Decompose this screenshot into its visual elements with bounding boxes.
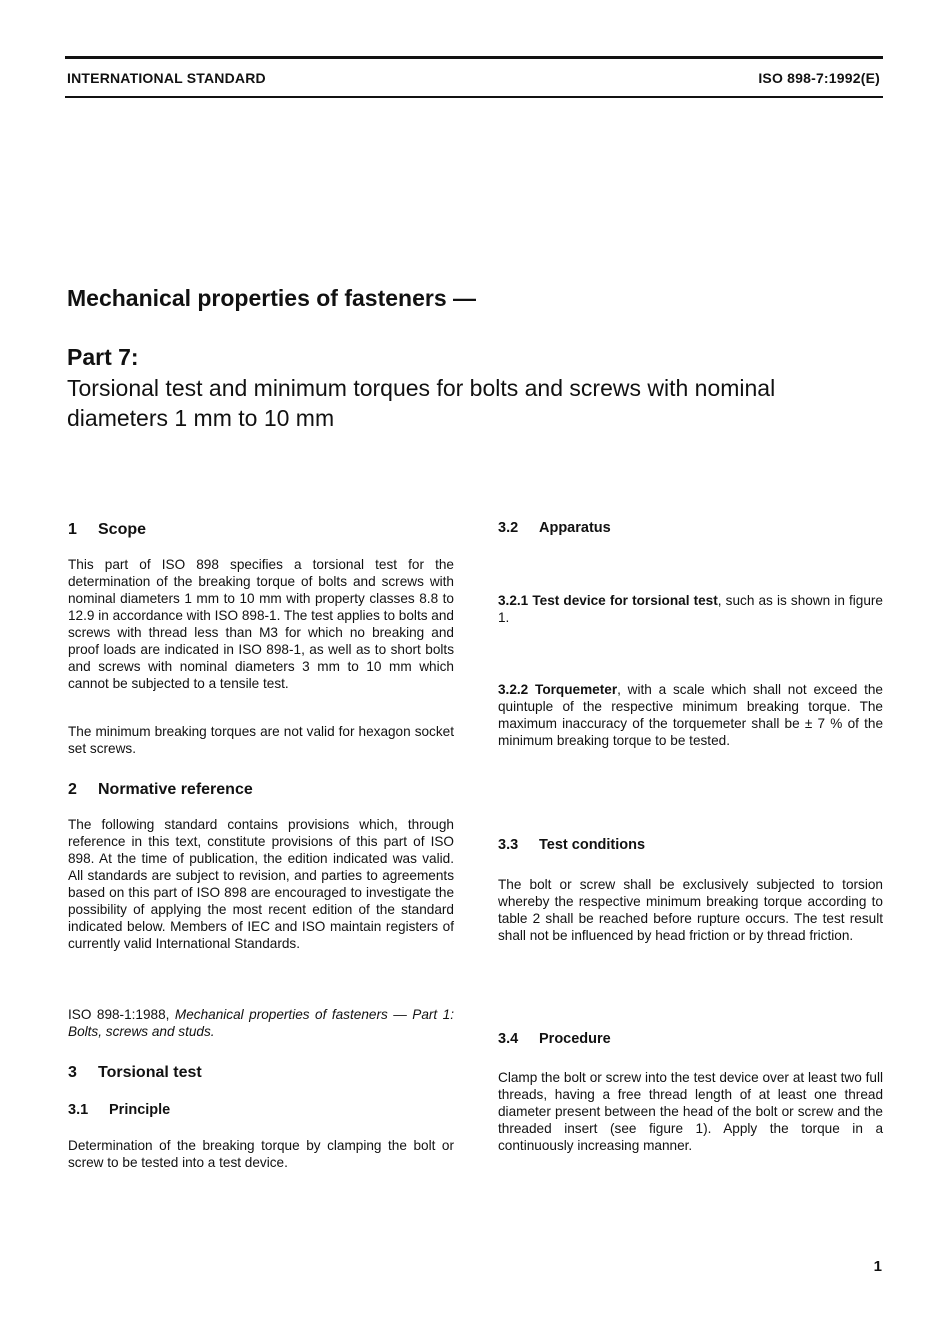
conditions-paragraph: The bolt or screw shall be exclusively subjected to torsion whereby the respective minimum breaking torque according to table 2 shall be reached before rupture occurs. The test result shall not be influenced by head friction or by thread friction. (498, 877, 883, 943)
section-number: 3.4 (498, 1031, 519, 1047)
reference-code: ISO 898-1:1988, (68, 1007, 170, 1022)
item-text: , with a scale which shall not exceed the quintuple of the respective minimum breaking torque. The maximum inaccuracy of the torquemeter shall be ± 7 % of the minimum breaking torque to be tested. (498, 682, 883, 748)
section-2-heading (68, 781, 253, 798)
top-rule (65, 56, 883, 59)
section-title: Torsional test (98, 1064, 202, 1081)
section-number: 3.2 (498, 520, 519, 536)
section-title: Test conditions (539, 837, 646, 853)
header-left: INTERNATIONAL STANDARD (67, 70, 266, 86)
section-title: Scope (98, 521, 147, 538)
section-number: 3.3 (498, 837, 519, 853)
document-title: Mechanical properties of fasteners — (67, 285, 477, 311)
section-title: Principle (109, 1102, 171, 1118)
document-subtitle: Torsional test and minimum torques for bolts and screws with nominal diameters 1 mm to 10 mm (67, 375, 776, 431)
part-label: Part 7: (67, 344, 139, 370)
item-number: 3.2.2 (498, 682, 529, 697)
section-number: 2 (68, 781, 77, 798)
section-title: Apparatus (539, 520, 611, 536)
reference-title: Mechanical properties of fasteners — Part 1: Bolts, screws and studs. (68, 1007, 455, 1039)
section-number: 1 (68, 521, 77, 538)
item-term: Torquemeter (535, 682, 618, 697)
section-title: Procedure (539, 1031, 611, 1047)
section-3-1-heading (68, 1102, 170, 1119)
item-term: Test device for torsional test (532, 593, 718, 608)
section-1-heading (68, 521, 146, 538)
apparatus-item-2 (498, 681, 883, 749)
procedure-paragraph: Clamp the bolt or screw into the test device over at least two full threads, having a free thread length of at least one thread diameter present between the head of the bolt or screw and the threaded insert (see figure 1). Apply the torque in a continuously increasing manner. (498, 1070, 883, 1153)
header-rule (65, 96, 883, 98)
principle-paragraph: Determination of the breaking torque by clamping the bolt or screw to be tested into a test device. (68, 1138, 454, 1170)
section-number: 3.1 (68, 1102, 89, 1118)
item-text: , such as is shown in figure 1. (498, 593, 883, 625)
page-number: 1 (873, 1258, 882, 1275)
section-title: Normative reference (98, 781, 253, 798)
normative-reference-entry (68, 1006, 454, 1040)
normative-paragraph: The following standard contains provisions which, through reference in this text, constitute provisions of this part of ISO 898. At the time of publication, the edition indicated was valid. All standards are subject to revision, and parties to agreements based on this part of ISO 898 are encouraged to investigate the possibility of applying the most recent edition of the standard indicated below. Members of IEC and ISO maintain registers of currently valid International Standards. (68, 817, 454, 951)
scope-paragraph-1: This part of ISO 898 specifies a torsional test for the determination of the breaking torque of bolts and screws with nominal diameters 1 mm to 10 mm with property classes 8.8 to 12.9 in accordance with ISO 898-1. The test applies to bolts and screws with thread less than M3 for which no breaking and proof loads are indicated in ISO 898-1, as well as to short bolts and screws with nominal diameters 3 mm to 10 mm which cannot be subjected to a tensile test. (68, 557, 454, 691)
section-3-2-heading (498, 520, 611, 537)
section-3-3-heading (498, 837, 645, 854)
section-number: 3 (68, 1064, 77, 1081)
section-3-4-heading (498, 1031, 611, 1048)
section-3-heading (68, 1064, 202, 1081)
apparatus-item-1 (498, 592, 883, 626)
scope-paragraph-2: The minimum breaking torques are not valid for hexagon socket set screws. (68, 724, 454, 756)
header-right: ISO 898-7:1992(E) (758, 70, 880, 86)
item-number: 3.2.1 (498, 593, 529, 608)
